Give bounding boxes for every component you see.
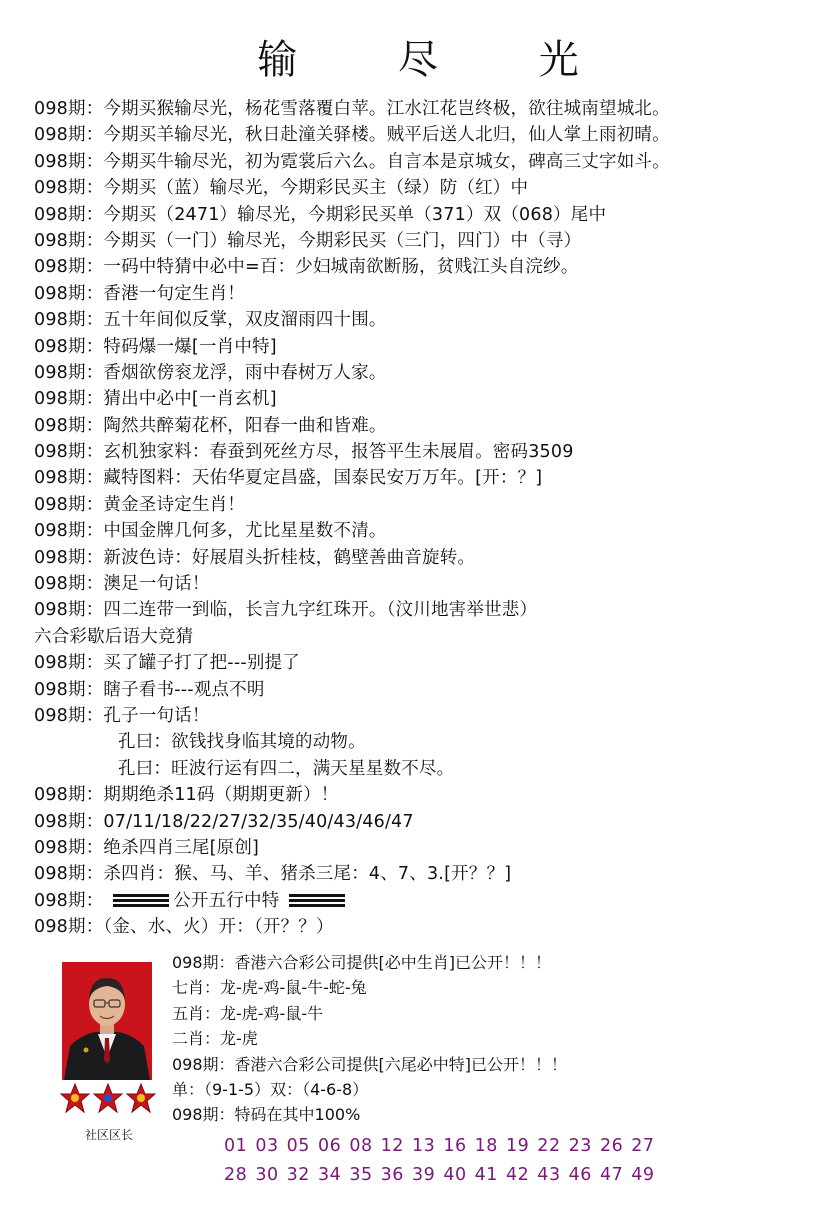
text-line: 098期：中国金牌几何多，尤比星星数不清。 bbox=[34, 521, 387, 542]
text-line: 098期：今期买羊输尽光，秋日赴潼关驿楼。贼平后送人北归，仙人掌上雨初晴。 bbox=[34, 125, 670, 146]
announcement-line: 五肖：龙-虎-鸡-鼠-牛 bbox=[172, 1003, 324, 1023]
text-line: 098期：今期买（2471）输尽光，今期彩民买单（371）双（068）尾中 bbox=[34, 204, 607, 225]
text-line: 098期：今期买猴输尽光，杨花雪落覆白苹。江水江花岂终极，欲往城南望城北。 bbox=[34, 99, 670, 119]
text-line: 098期：澳足一句话！ bbox=[34, 574, 210, 595]
triple-bar-icon bbox=[289, 894, 345, 908]
portrait-image bbox=[62, 962, 152, 1080]
portrait-caption: 社区区长 bbox=[84, 1128, 133, 1142]
text-line: 098期：猜出中必中[一肖玄机] bbox=[34, 389, 277, 410]
text-line: 098期：瞎子看书---观点不明 bbox=[34, 679, 265, 700]
announcement-line: 098期：香港六合彩公司提供[六尾必中特]已公开！！！ bbox=[172, 1054, 568, 1074]
text-line: 098期：新波色诗：好展眉头折桂枝，鹤壁善曲音旋转。 bbox=[34, 547, 476, 568]
medal-icon bbox=[60, 1082, 90, 1118]
announcement-line: 七肖：龙-虎-鸡-鼠-牛-蛇-兔 bbox=[172, 978, 367, 998]
text-line: 098期：藏特图料：天佑华夏定昌盛，国泰民安万万年。[开：？] bbox=[34, 468, 543, 489]
page-title: 输 尽 光 bbox=[257, 37, 623, 83]
text-line: 098期：香烟欲傍衮龙浮，雨中春树万人家。 bbox=[34, 362, 387, 383]
text-line: 098期：香港一句定生肖！ bbox=[34, 283, 246, 304]
text-line: 098期：玄机独家料：春蚕到死丝方尽，报答平生未展眉。密码3509 bbox=[34, 442, 574, 463]
announcement-line: 098期：特码在其中100% bbox=[172, 1105, 361, 1125]
special-numbers bbox=[224, 1132, 824, 1190]
announcement-line: 单：（9-1-5）双：（4-6-8） bbox=[172, 1079, 369, 1099]
medals bbox=[60, 1082, 156, 1122]
text-line: 098期：杀四肖：猴、马、羊、猪杀三尾：4、7、3.[开？？] bbox=[34, 864, 512, 885]
text-line: 098期：一码中特猜中必中=百：少妇城南欲断肠，贫贱江头自浣纱。 bbox=[34, 257, 579, 278]
text-line: 098期：陶然共醉菊花杯，阳春一曲和皆难。 bbox=[34, 415, 387, 436]
bottom-section bbox=[58, 950, 818, 1200]
text-line: 098期：孔子一句话！ bbox=[34, 705, 210, 726]
text-line: 098期：期期绝杀11码（期期更新）！ bbox=[34, 785, 339, 806]
announcement-line: 098期：香港六合彩公司提供[必中生肖]已公开！！！ bbox=[172, 953, 552, 972]
text-line: 098期：四二连带一到临，长言九字红珠开。（汶川地害举世悲） bbox=[34, 600, 538, 621]
triple-bar-icon bbox=[113, 894, 169, 908]
text-line: 098期：买了罐子打了把---别提了 bbox=[34, 653, 300, 674]
wuxing-text: 公开五行中特 bbox=[173, 890, 280, 911]
text-line: 098期：今期买（一门）输尽光，今期彩民买（三门，四门）中（寻） bbox=[34, 230, 582, 251]
text-line: 098期：特码爆一爆[一肖中特] bbox=[34, 336, 277, 357]
medal-icon bbox=[126, 1082, 156, 1118]
announcement-lines bbox=[172, 950, 812, 1128]
text-line: 098期：五十年间似反掌，双皮溜雨四十围。 bbox=[34, 310, 387, 331]
content-lines bbox=[34, 96, 834, 941]
text-line: 098期：（金、水、火）开：（开？？） bbox=[34, 917, 334, 938]
text-line-indented: 孔曰：欲钱找身临其境的动物。 bbox=[118, 732, 366, 753]
section-heading: 六合彩歇后语大竞猜 bbox=[34, 626, 194, 647]
text-line: 098期：今期买牛输尽光，初为霓裳后六么。自言本是京城女，碑高三丈字如斗。 bbox=[34, 151, 670, 172]
text-line: 098期：07/11/18/22/27/32/35/40/43/46/47 bbox=[34, 811, 414, 832]
numbers-row: 01 03 05 06 08 12 13 16 18 19 22 23 26 27 bbox=[224, 1136, 655, 1156]
numbers-row: 28 30 32 34 35 36 39 40 41 42 43 46 47 49 bbox=[224, 1165, 655, 1185]
text-line: 098期：今期买（蓝）输尽光，今期彩民买主（绿）防（红）中 bbox=[34, 178, 529, 199]
medal-icon bbox=[93, 1082, 123, 1118]
announcement-line: 二肖：龙-虎 bbox=[172, 1029, 258, 1049]
text-line: 098期：黄金圣诗定生肖！ bbox=[34, 494, 246, 515]
wuxing-prefix: 098期： bbox=[34, 890, 104, 911]
text-line: 098期：绝杀四肖三尾[原创] bbox=[34, 837, 260, 858]
wuxing-line bbox=[34, 888, 834, 914]
text-line-indented: 孔曰：旺波行运有四二，满天星星数不尽。 bbox=[118, 758, 455, 779]
